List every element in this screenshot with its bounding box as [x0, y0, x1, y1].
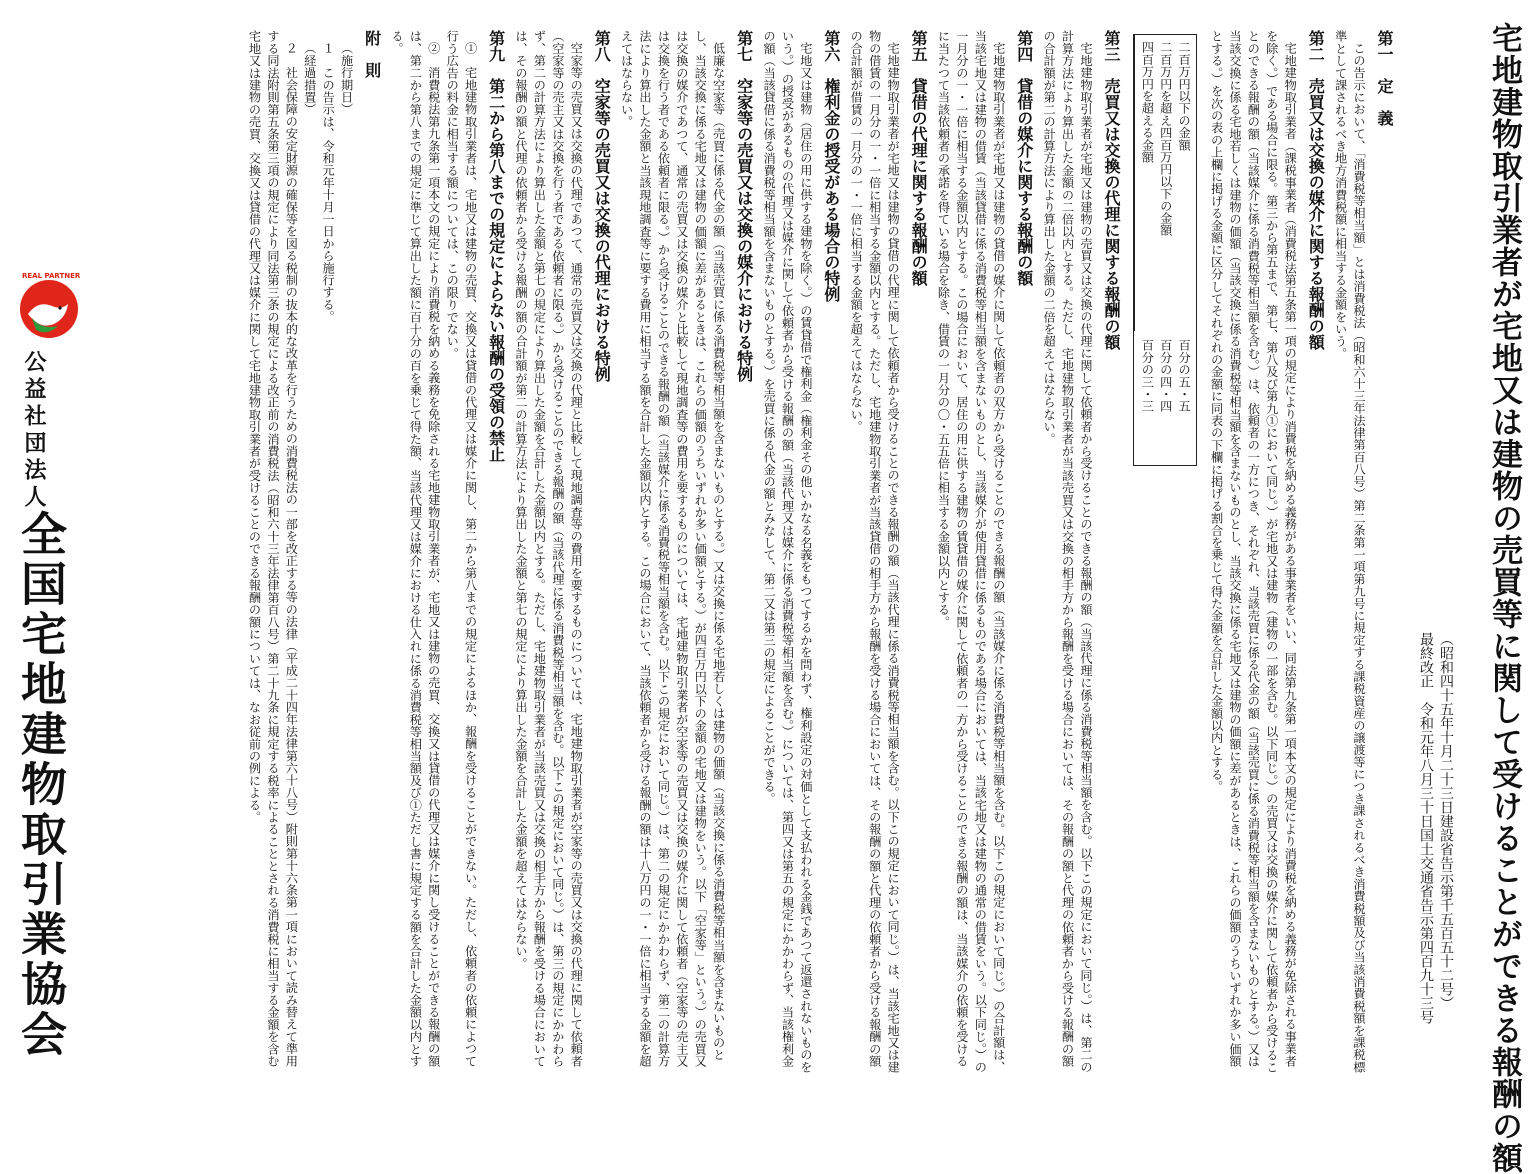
organization-type: 公益社団法人	[21, 350, 46, 512]
table-row-1-amount: 二百万円以下の金額	[1177, 41, 1192, 151]
section-2-text: 宅地建物取引業者（課税事業者（消費税法第五条第一項の規定により消費税を納める義務がある事業者をいい、同法第九条第一項本文の規定により消費税を納める義務が免除される事業者を除く。）である場合に限る。第三から第五まで、第七、第八及び第九①において同じ。）が宅地又は建物（建物の一部を含む。以下同じ。）の売買又は交換の媒介に関して依頼者から受けることのできる報酬の額（当該媒介に係る消費税等相当額を含む。）は、依頼者の一方につき、それぞれ、当該売買に係る代金の額（当該売買に係る消費税等相当額を含まないものとする。）又は当該交換に係る宅地若しくは建物の価額（当該交換に係る消費税等相当額を含まないものとし、当該交換に係る宅地又は建物の価額に差があるときは、これらの価額のうちいずれか多い価額とする。）を次の表の上欄に掲げる金額に区分してそれぞれの金額に同表の下欄に掲げる割合を乗じて得た金額を合計した金額以内とする。	[1209, 30, 1298, 1074]
supplementary-sub-1: （施行期日）	[339, 42, 354, 116]
section-9-paragraph-1: ① 宅地建物取引業者は、宅地又は建物の売買、交換又は貸借の代理又は媒介に関し、第二から第八までの規定によるほか、報酬を受けることができない。ただし、依頼者の依頼によつて行う広告の料金に相当する額については、この限りでない。	[445, 30, 478, 1067]
organization-title: 全国宅地建物取引業協会	[14, 510, 68, 1060]
section-5-heading: 第五 貸借の代理に関する報酬の額	[909, 30, 929, 286]
section-1-text: この告示において、「消費税等相当額」とは消費税法（昭和六十三年法律第百八号）第二条第一項第九号に規定する課税資産の譲渡等につき課されるべき消費税額及び当該消費税額を課税標準として課されるべき地方消費税額に相当する金額をいう。	[1333, 30, 1366, 1074]
section-6-heading: 第六 権利金の授受がある場合の特例	[821, 30, 841, 302]
section-7-heading: 第七 空家等の売買又は交換の媒介における特例	[734, 30, 754, 382]
table-row-2-rate: 百分の四・四	[1158, 339, 1173, 413]
document-body	[60, 30, 1400, 1075]
section-6-text: 宅地又は建物（居住の用に供する建物を除く。）の賃貸借で権利金（権利金その他いかなる名義をもつてするかを問わず、権利設定の対価として支払われる金銭であつて返還されないものをいう。）の授受があるものの代理又は媒介に関して依頼者から受ける報酬の額（当該代理又は媒介に係る消費税等相当額を含む。）については、第四又は第五の規定にかかわらず、当該権利金の額（当該貸借に係る消費税等相当額を含まないものとする。）を売買に係る代金の額とみなして、第二又は第三の規定によることができる。	[762, 30, 813, 1074]
supplementary-heading: 附 則	[362, 30, 382, 78]
notice-number: （昭和四十五年十月二十三日建設省告示第千五百五十二号）	[1438, 632, 1454, 1010]
section-1-heading: 第一 定 義	[1375, 30, 1394, 126]
supplementary-text-1: １ この告示は、令和元年十月一日から施行する。	[321, 42, 336, 323]
fee-rate-table	[1133, 34, 1197, 466]
section-3-heading: 第三 売買又は交換の代理に関する報酬の額	[1101, 30, 1121, 350]
section-9-heading: 第九 第二から第八までの規定によらない報酬の受領の禁止	[486, 30, 506, 462]
table-row-2-amount: 二百万円を超え四百万円以下の金額	[1158, 41, 1173, 237]
real-partner-logo-icon	[18, 278, 80, 340]
organization-name	[16, 350, 86, 1070]
section-5-text: 宅地建物取引業者が宅地又は建物の貸借の代理に関して依頼者から受けることのできる報酬の額（当該代理に係る消費税等相当額を含む。以下この規定において同じ。）は、当該宅地又は建物の借賃の一月分の一・一倍に相当する金額以内とする。ただし、宅地建物取引業者が当該貸借の相手方から報酬を受ける場合においては、その報酬の額と代理の依頼者から受ける報酬の額の合計額が借賃の一月分の一・一倍に相当する金額を超えてはならない。	[849, 30, 901, 1074]
document-title: 宅地建物取引業者が宅地又は建物の売買等に関して受けることができる報酬の額	[1486, 22, 1522, 1174]
section-7-text: 低廉な空家等（売買に係る代金の額（当該売買に係る消費税等相当額を含まないものとする。）又は交換に係る宅地若しくは建物の価額（当該交換に係る消費税等相当額を含まないものとし、当該交換に係る宅地又は建物の価額に差があるときは、これらの価額のうちいずれか多い価額とする。）が四百万円以下の金額の宅地又は建物をいう。以下「空家等」という。）の売買又は交換の媒介であつて、通常の売買又は交換の媒介と比較して現地調査等の費用を要するものについては、宅地建物取引業者が空家等の売買又は交換の媒介に関して依頼者（空家等の売主又は交換を行う者である依頼者に限る。）から受けることのできる報酬の額（当該媒介に係る消費税等相当額を含む。以下この規定において同じ。）は、第二の規定にかかわらず、第二の計算方法により算出した金額と当該現地調査等に要する費用に相当する額を合計した金額以内とする。この場合において、当該依頼者から受ける報酬の額は十八万円の一・一倍に相当する金額を超えてはならない。	[619, 30, 726, 1067]
amount-column	[1134, 35, 1196, 331]
section-4-text: 宅地建物取引業者が宅地又は建物の貸借の媒介に関して依頼者の双方から受けることのできる報酬の額（当該媒介に係る消費税等相当額を含む。以下この規定において同じ。）の合計額は、当該宅地又は建物の借賃（当該貸借に係る消費税等相当額を含まないものとし、当該媒介が使用貸借に係るものである場合においては、当該宅地又は建物の通常の借賃をいう。以下同じ。）の一月分の一・一倍に相当する金額以内とする。この場合において、居住の用に供する建物の賃貸借の媒介に関して依頼者の一方から受けることのできる報酬の額は、当該媒介の依頼を受けるに当たつて当該依頼者の承諾を得ている場合を除き、借賃の一月分の〇・五五倍に相当する金額以内とする。	[936, 30, 1006, 1074]
section-8-heading: 第八 空家等の売買又は交換の代理における特例	[592, 30, 612, 382]
section-4-heading: 第四 貸借の媒介に関する報酬の額	[1014, 30, 1034, 286]
logo-label: REAL PARTNER	[22, 272, 81, 280]
section-2-heading: 第二 売買又は交換の媒介に関する報酬の額	[1306, 30, 1326, 350]
supplementary-text-2: ２ 社会保障の安定財源の確保等を図る税制の抜本的な改革を行うための消費税法の一部を改正する等の法律（平成二十四年法律第六十八号）附則第十六条第一項において読み替えて準用する同法附則第五条第三項の規定により同法第三条の規定による改正前の消費税法（昭和六十三年法律第百八号）第二十九条に規定する税率によることとされる消費税に相当する金額を含む宅地又は建物の売買、交換又は貸借の代理又は媒介に関して宅地建物取引業者が受けることのできる報酬の額については、なお従前の例による。	[247, 30, 299, 1067]
section-9-paragraph-2: ② 消費税法第九条第一項本文の規定により消費税を納める義務を免除される宅地建物取引業者が、宅地又は建物の売買、交換又は貸借の代理又は媒介に関し受けることができる報酬の額は、第二から第八までの規定に準じて算出した額に百十分の百を乗じて得た額、当該代理又は媒介における仕入れに係る消費税等相当額及び①ただし書に規定する額を合計した金額以内とする。	[389, 30, 441, 1067]
last-revision: 最終改正 令和元年八月三十日国土交通省告示第四百九十三号	[1418, 632, 1434, 1024]
section-3-text: 宅地建物取引業者が宅地又は建物の売買又は交換の代理に関して依頼者から受けることのできる報酬の額（当該代理に係る消費税等相当額を含む。以下この規定において同じ。）は、第二の計算方法により算出した金額の二倍以内とする。ただし、宅地建物取引業者が当該売買又は交換の相手方から報酬を受ける場合においては、その報酬の額と代理の依頼者から受ける報酬の額の合計額が第二の計算方法により算出した金額の二倍を超えてはならない。	[1042, 30, 1093, 1074]
table-row-1-rate: 百分の五・五	[1177, 339, 1192, 413]
table-row-3-rate: 百分の三・三	[1140, 339, 1155, 413]
table-row-3-amount: 四百万円を超える金額	[1140, 41, 1155, 163]
section-8-text: 空家等の売買又は交換の代理であつて、通常の売買又は交換の代理と比較して現地調査等の費用を要するものについては、宅地建物取引業者が空家等の売買又は交換の代理に関して依頼者（空家等の売主又は交換を行う者である依頼者に限る。）から受けることのできる報酬の額（当該代理に係る消費税等相当額を含む。以下この規定において同じ。）は、第三の規定にかかわらず、第二の計算方法により算出した金額と第七の規定により算出した金額を合計した金額以内とする。ただし、宅地建物取引業者が当該売買又は交換の相手方から報酬を受ける場合においては、その報酬の額と代理の依頼者から受ける報酬の額の合計額が第二の計算方法により算出した金額と第七の規定により算出した金額を合計した金額を超えてはならない。	[514, 30, 584, 1067]
supplementary-sub-2: （経過措置）	[302, 42, 317, 116]
rate-column	[1134, 331, 1196, 465]
